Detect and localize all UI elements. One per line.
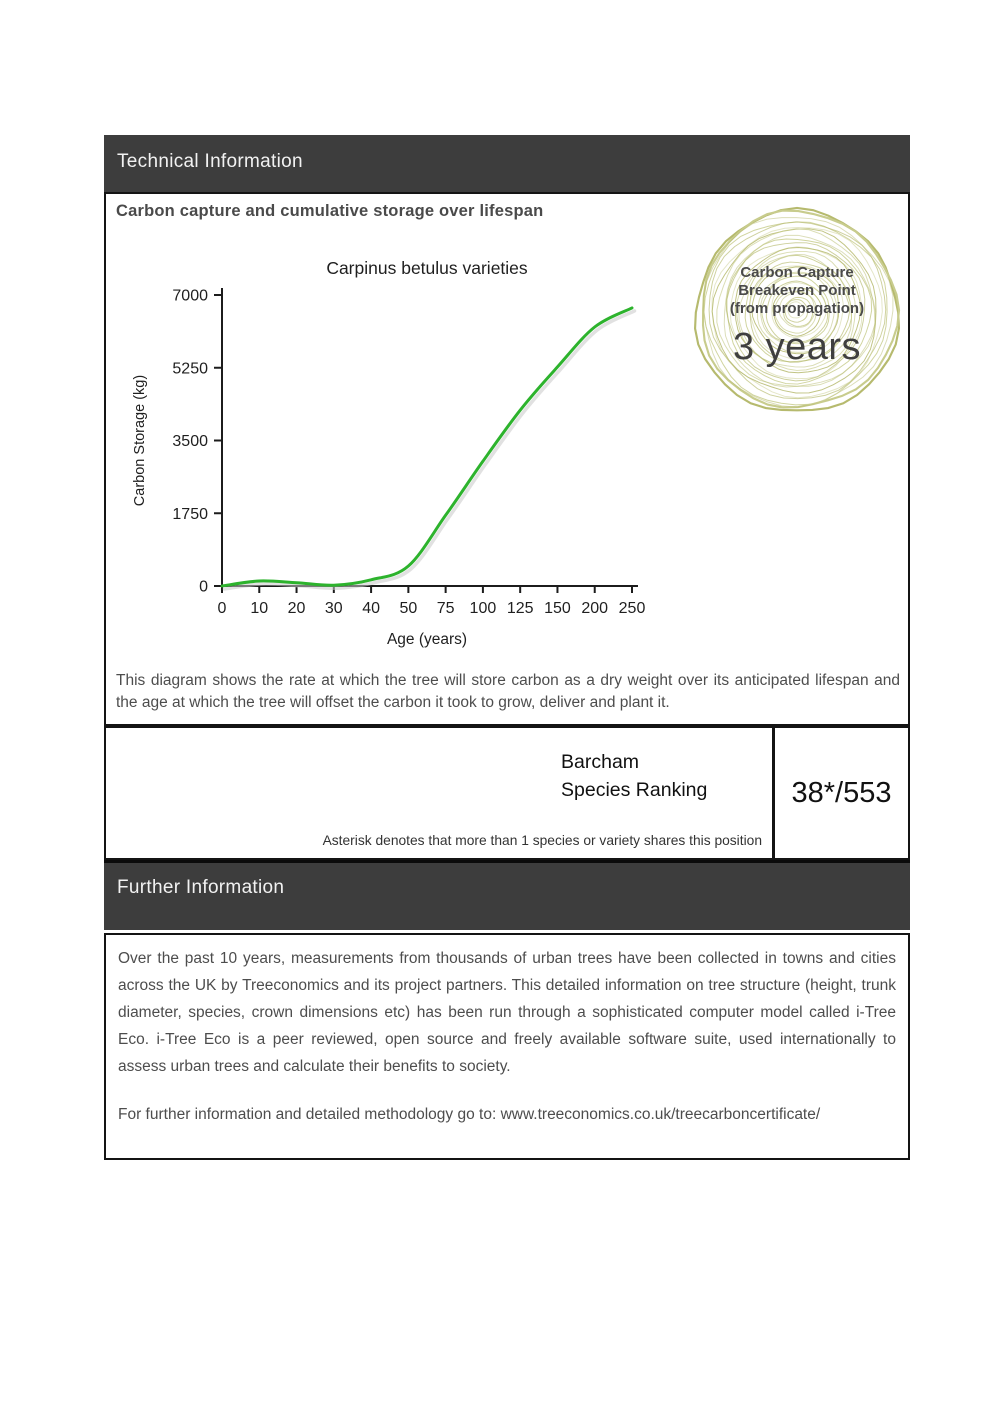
carbon-storage-chart-svg (106, 236, 676, 681)
y-tick-label: 0 (199, 578, 208, 596)
further-information-header (104, 860, 910, 930)
species-ranking-panel (104, 726, 910, 860)
x-tick-label: 30 (324, 600, 343, 617)
breakeven-value: 3 years (732, 326, 862, 368)
ranking-asterisk-note: Asterisk denotes that more than 1 species or variety shares this position (322, 833, 762, 848)
technical-information-header (104, 135, 910, 192)
species-ranking-heading (561, 748, 707, 804)
species-ranking-label-cell (106, 728, 775, 858)
x-tick-label: 100 (469, 600, 497, 617)
methodology-link-line (118, 1106, 896, 1124)
certificate-page (104, 135, 910, 1160)
badge-line2: Breakeven Point (738, 282, 856, 299)
technical-information-panel (104, 192, 910, 726)
y-tick-label: 7000 (172, 287, 208, 305)
x-tick-label: 40 (362, 600, 380, 617)
chart-section-subtitle: Carbon capture and cumulative storage over lifespan (116, 202, 544, 220)
x-tick-label: 10 (250, 600, 269, 617)
chart-description: This diagram shows the rate at which the tree will store carbon as a dry weight over its anticipated lifespan and the age at which the tree will offset the carbon it took to grow, deliver and plant it. (116, 672, 900, 711)
ranking-org: Barcham (561, 751, 640, 773)
x-tick-label: 125 (506, 600, 534, 617)
ranking-value: 38*/553 (791, 776, 892, 809)
y-tick-label: 3500 (172, 433, 208, 450)
series-shadow (225, 311, 635, 589)
y-axis-label: Carbon Storage (kg) (132, 374, 148, 507)
x-axis-label: Age (years) (386, 631, 468, 648)
x-tick-label: 250 (618, 600, 646, 617)
x-tick-label: 20 (287, 600, 306, 617)
methodology-link[interactable]: www.treeconomics.co.uk/treecarboncertificate/ (500, 1106, 821, 1123)
x-tick-label: 200 (581, 600, 609, 617)
further-information-panel (104, 933, 910, 1160)
x-tick-label: 75 (436, 600, 455, 617)
x-tick-label: 50 (399, 600, 418, 617)
y-tick-label: 1750 (172, 505, 208, 523)
carbon-storage-chart (106, 236, 676, 681)
breakeven-badge (690, 204, 904, 418)
badge-line3: (from propagation) (729, 300, 865, 317)
y-tick-label: 5250 (172, 360, 208, 378)
badge-line1: Carbon Capture (740, 264, 854, 281)
chart-title: Carpinus betulus varieties (326, 258, 528, 278)
methodology-link-prefix: For further information and detailed methodology go to: (118, 1106, 501, 1123)
further-information-paragraph: Over the past 10 years, measurements from thousands of urban trees have been collected in towns and cities across the UK by Treeconomics and its project partners. This detailed information on tree structure (height, trunk diameter, species, crown dimensions etc) has been run through a sophisticated computer model called i-Tree Eco. i-Tree Eco is a peer reviewed, open source and freely available software suite, used internationally to assess urban trees and calculate their benefits to society. (118, 950, 896, 1075)
series-line (222, 308, 632, 586)
further-information-title: Further Information (117, 876, 285, 898)
x-tick-label: 0 (217, 600, 227, 617)
x-tick-label: 150 (544, 600, 571, 617)
species-ranking-value-cell (775, 728, 908, 858)
breakeven-badge-text (690, 264, 904, 369)
ranking-label: Species Ranking (561, 779, 708, 801)
technical-information-title: Technical Information (117, 150, 303, 172)
